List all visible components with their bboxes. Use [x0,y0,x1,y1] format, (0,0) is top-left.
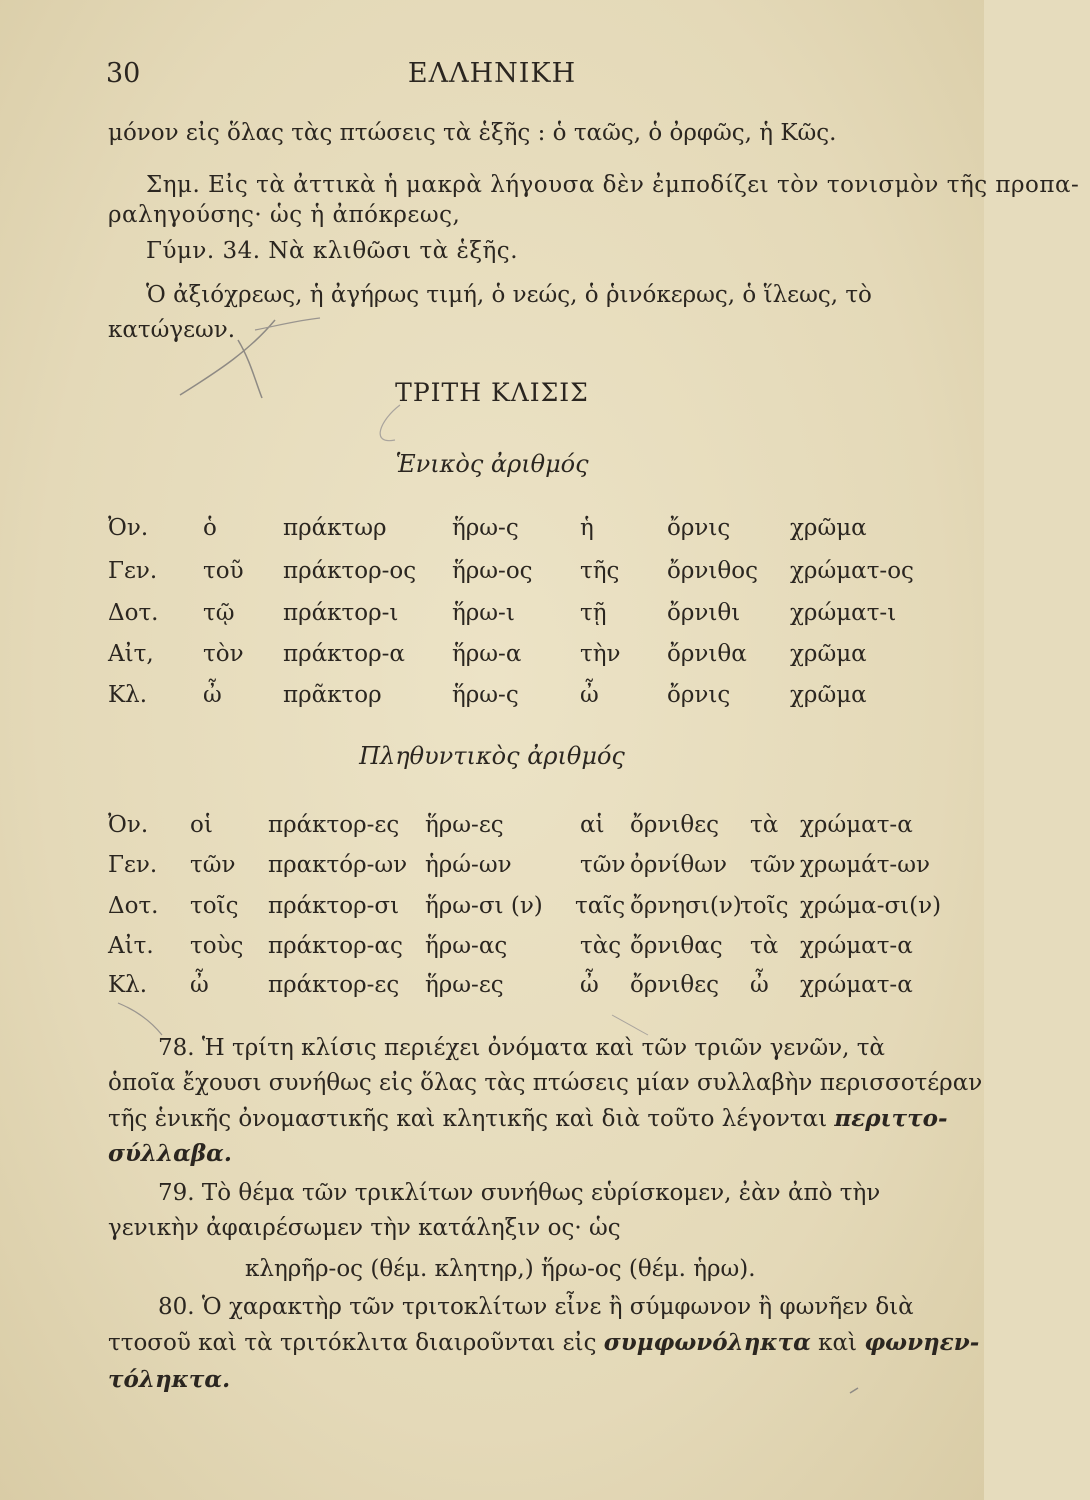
page-number: 30 [106,58,141,89]
note-line-2: ραληγούσης· ὡς ἡ ἀπόκρεως, [108,202,461,228]
para-79-line-2: γενικὴν ἀφαιρέσωμεν τὴν κατάληξιν ος· ὡς [108,1215,621,1241]
term-symfonolikta: συμφωνόληκτα [603,1329,811,1356]
article: οἱ [190,812,213,838]
article: αἱ [580,812,605,838]
case-label: Δοτ. [108,600,159,626]
case-label: Αἰτ. [108,933,154,959]
singular-title: Ἑνικὸς ἀριθμός [395,450,589,478]
word-praktor: πρακτόρ-ων [268,852,408,878]
word-heros: ἥρω-ες [425,972,504,998]
article: τοῦ [203,558,244,584]
para-78-line-4: σύλλαβα. [108,1140,232,1167]
para-80-line-3: τόληκτα. [108,1366,231,1393]
word-chroma: χρώματ-ος [790,558,914,584]
case-label: Αἰτ, [108,641,154,667]
word-praktor: πράκτορ-ι [283,600,399,626]
word-heros: ἥρω-ες [425,812,504,838]
case-label: Γεν. [108,852,158,878]
article: τὸν [203,641,244,667]
article: ὦ [750,972,769,998]
article: τῶν [750,852,796,878]
word-heros: ἥρω-α [452,641,522,667]
article: τοὺς [190,933,244,959]
word-praktor: πράκτορ-σι [268,893,400,919]
article: τὰς [580,933,622,959]
word-heros: ἥρω-σι (ν) [425,893,543,919]
word-heros: ἥρω-ς [452,515,519,541]
word-chroma: χρώματ-α [800,972,913,998]
word-heros: ἡρώ-ων [425,852,512,878]
article: τὴν [580,641,621,667]
article: ὦ [580,682,599,708]
term-perittosyllaba: περιττο- [834,1105,948,1132]
para-78-text: τῆς ἑνικῆς ὀνομαστικῆς καὶ κλητικῆς καὶ διὰ τοῦτο λέγονται [108,1106,835,1132]
term-fonienolikta: φωνηεν- [864,1329,980,1356]
article: τῶν [190,852,236,878]
word-praktor: πράκτορ-ας [268,933,403,959]
note-line-1: Σημ. Εἰς τὰ ἀττικὰ ἡ μακρὰ λήγουσα δὲν ἐμποδίζει τὸν τονισμὸν τῆς προπα- [146,172,1080,198]
word-praktor: πράκτορ-ες [268,812,400,838]
para-79-example: κληρῆρ-ος (θέμ. κλητηρ,) ἥρω-ος (θέμ. ἡρω). [245,1256,756,1282]
article: ταῖς [575,893,626,919]
case-label: Κλ. [108,972,148,998]
exercise-label: Γύμν. 34. Νὰ κλιθῶσι τὰ ἑξῆς. [146,238,518,264]
article: τοῖς [190,893,239,919]
word-ornis: ὄρνησι(ν) [630,893,742,919]
word-ornis: ὄρνιθες [630,812,720,838]
article: τῇ [580,600,607,626]
article: ἡ [580,515,594,541]
article: τῶν [580,852,626,878]
para-80-line-2 [108,1329,980,1356]
word-heros: ἥρω-ι [452,600,515,626]
article: ὦ [203,682,222,708]
article: τοῖς [740,893,789,919]
para-80-conj: καὶ [810,1330,865,1356]
article: τὰ [750,933,779,959]
word-praktor: πράκτορ-ος [283,558,417,584]
case-label: Δοτ. [108,893,159,919]
word-ornis: ὄρνιθας [630,933,723,959]
para-78-line-1: 78. Ἡ τρίτη κλίσις περιέχει ὀνόματα καὶ τῶν τριῶν γενῶν, τὰ [158,1035,885,1061]
article: τῷ [203,600,235,626]
exercise-words-2: κατώγεων. [108,317,236,343]
intro-line-1: μόνον εἰς ὅλας τὰς πτώσεις τὰ ἑξῆς : ὁ ταῶς, ὁ ὀρφῶς, ἡ Κῶς. [108,120,837,146]
article: ὦ [190,972,209,998]
word-heros: ἥρω-ος [452,558,533,584]
word-ornis: ὄρνις [667,682,731,708]
word-praktor: πράκτορ-α [283,641,405,667]
word-chroma: χρώμα-σι(ν) [800,893,942,919]
article: ὦ [580,972,599,998]
word-ornis: ὀρνίθων [630,852,727,878]
word-ornis: ὄρνιθος [667,558,758,584]
case-label: Γεν. [108,558,158,584]
article: ὁ [203,515,217,541]
word-praktor: πράκτορ-ες [268,972,400,998]
para-80-text: ττοσοῦ καὶ τὰ τριτόκλιτα διαιροῦνται εἰς [108,1330,604,1356]
section-title: ΤΡΙΤΗ ΚΛΙΣΙΣ [395,378,589,407]
para-78-line-2: ὁποῖα ἔχουσι συνήθως εἰς ὅλας τὰς πτώσεις μίαν συλλαβὴν περισσοτέραν [108,1070,983,1096]
case-label: Ὀν. [108,515,149,541]
article: τῆς [580,558,620,584]
word-ornis: ὄρνιθα [667,641,747,667]
exercise-words-1: Ὁ ἀξιόχρεως, ἡ ἀγήρως τιμή, ὁ νεώς, ὁ ῥινόκερως, ὁ ἵλεως, τὸ [146,282,872,308]
word-chroma: χρῶμα [790,515,867,541]
case-label: Κλ. [108,682,148,708]
word-praktor: πράκτωρ [283,515,387,541]
running-head: ΕΛΛΗΝΙΚΗ [407,58,577,89]
word-heros: ἥρω-ας [425,933,508,959]
para-78-line-3 [108,1105,953,1132]
case-label: Ὀν. [108,812,149,838]
word-chroma: χρώματ-ι [790,600,897,626]
para-80-line-1: 80. Ὁ χαρακτὴρ τῶν τριτοκλίτων εἶνε ἢ σύμφωνον ἢ φωνῆεν διὰ [158,1294,914,1320]
word-ornis: ὄρνιθι [667,600,741,626]
word-chroma: χρῶμα [790,641,867,667]
plural-title: Πληθυντικὸς ἀριθμός [359,742,625,770]
word-ornis: ὄρνιθες [630,972,720,998]
para-79-line-1: 79. Τὸ θέμα τῶν τρικλίτων συνήθως εὑρίσκομεν, ἐὰν ἀπὸ τὴν [158,1180,881,1206]
word-praktor: πρᾶκτορ [283,682,382,708]
word-ornis: ὄρνις [667,515,731,541]
word-chroma: χρωμάτ-ων [800,852,930,878]
word-chroma: χρώματ-α [800,933,913,959]
word-chroma: χρῶμα [790,682,867,708]
word-chroma: χρώματ-α [800,812,913,838]
word-heros: ἥρω-ς [452,682,519,708]
article: τὰ [750,812,779,838]
